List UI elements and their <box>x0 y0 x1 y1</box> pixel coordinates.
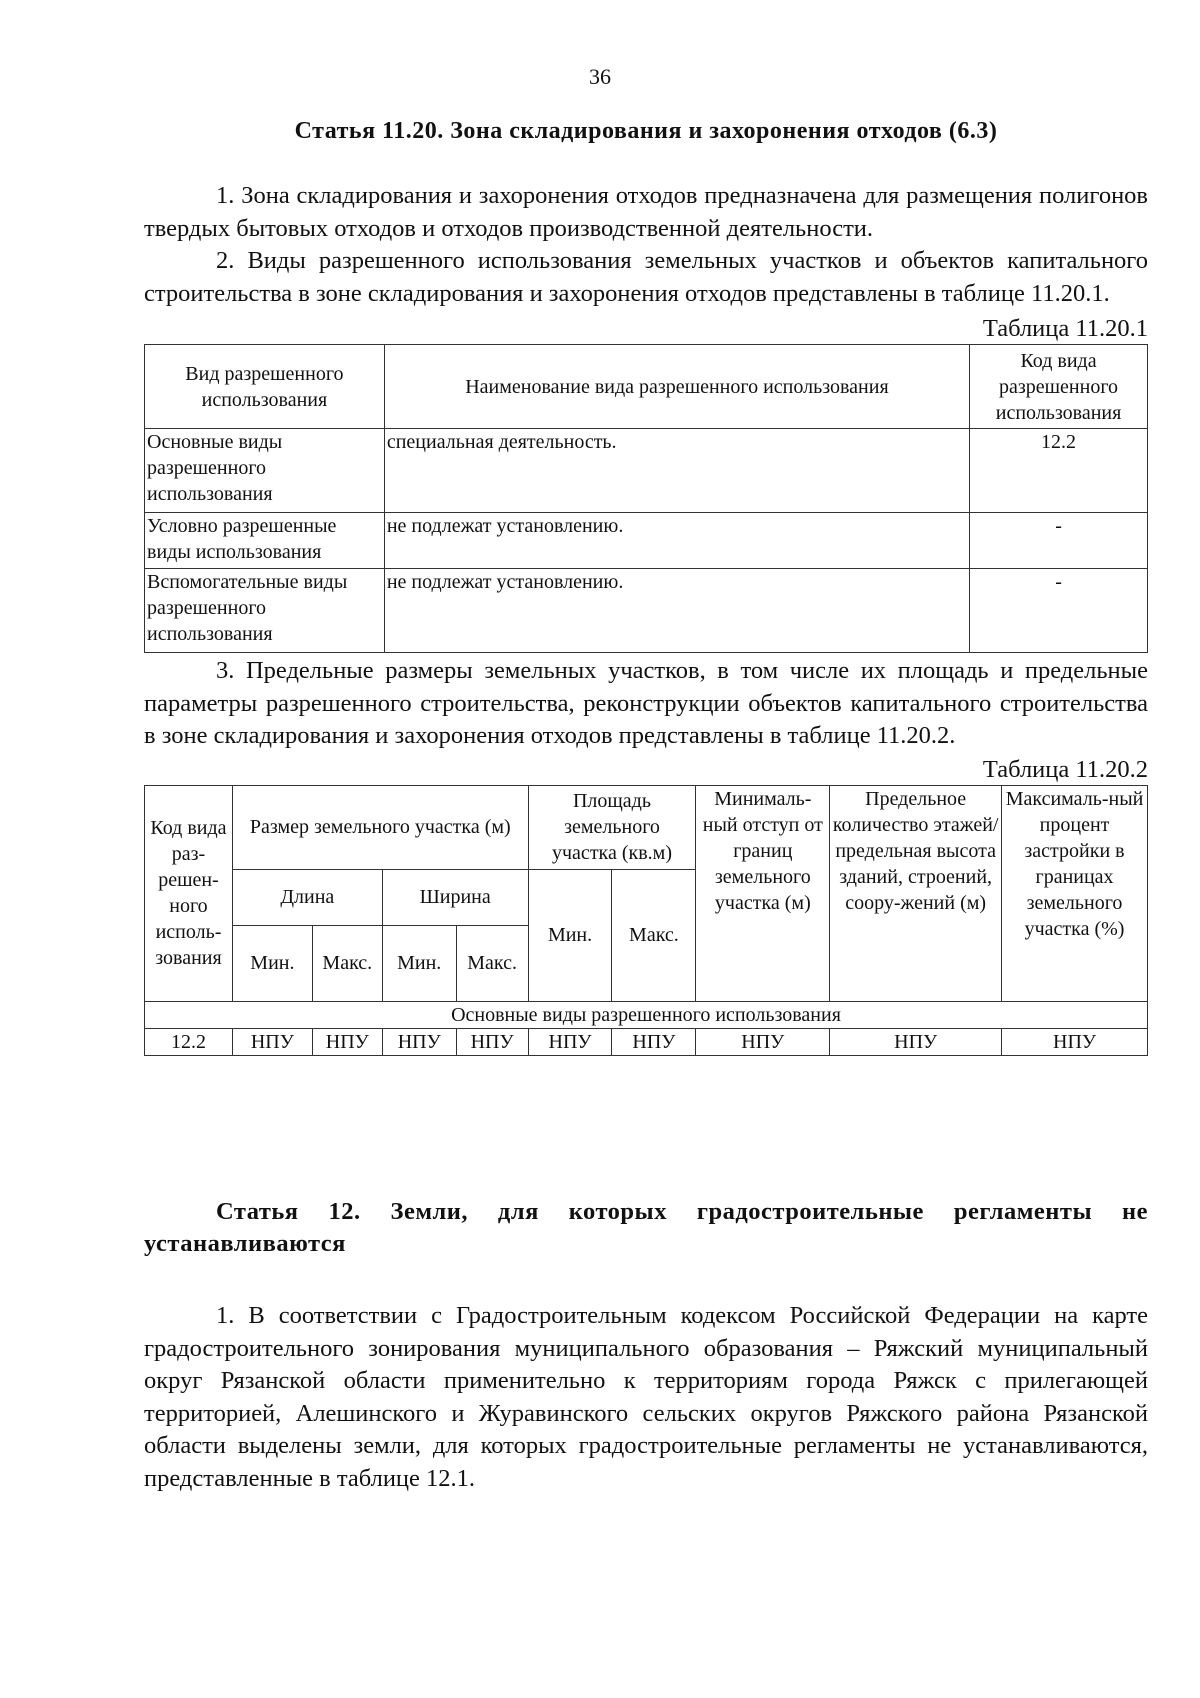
paragraph-2: 2. Виды разрешенного использования земельных участков и объектов капитального строительства в зоне складирования и захоронения отходов представлены в таблице 11.20.1. <box>144 247 1148 307</box>
table-row <box>145 1028 1148 1055</box>
article-12 <box>144 1196 1148 1495</box>
table1-cell-name: не подлежат установлению. <box>384 513 969 569</box>
paragraph-3: 3. Предельные размеры земельных участков, в том числе их площадь и предельные параметры разрешенного строительства, реконструкции объектов капитального строительства в зоне складирования и захоронения отходов представлены в таблице 11.20.2. <box>144 657 1148 749</box>
table2-header-floors: Предельное количество этажей/ предельная высота зданий, строений, соору-жений (м) <box>830 785 1002 1001</box>
table2-header-length-min: Мин. <box>232 925 312 1001</box>
page-number: 36 <box>589 64 611 89</box>
table-1-caption: Таблица 11.20.1 <box>982 315 1148 342</box>
table-11-20-2 <box>144 785 1148 1056</box>
table2-cell: НПУ <box>1002 1028 1148 1055</box>
table2-section-row: Основные виды разрешенного использования <box>145 1001 1148 1028</box>
table1-header-code: Код вида разрешенного использования <box>970 345 1148 429</box>
table1-cell-name: не подлежат установлению. <box>384 569 969 653</box>
table1-cell-code: - <box>970 569 1148 653</box>
table-row <box>145 513 1148 569</box>
table1-cell-code: - <box>970 513 1148 569</box>
article-12-paragraph-1: 1. В соответствии с Градостроительным кодексом Российской Федерации на карте градостроительного зонирования муниципального образования – Ряжский муниципальный округ Рязанской области применительно к территориям города Ряжск с прилегающей территорией, Алешинского и Журавинского сельских округов Ряжского района Рязанской области выделены земли, для которых градостроительные регламенты не устанавливаются, представленные в таблице 12.1. <box>144 1302 1148 1492</box>
table2-header-length-max: Макс. <box>312 925 382 1001</box>
table1-header-type: Вид разрешенного использования <box>145 345 385 429</box>
table2-cell: 12.2 <box>145 1028 233 1055</box>
article-11-20-heading-block <box>144 118 1148 145</box>
table2-cell: НПУ <box>232 1028 312 1055</box>
table2-header-area-max: Макс. <box>612 869 696 1001</box>
table2-header-area: Площадь земельного участка (кв.м) <box>528 785 696 869</box>
table2-header-code: Код вида раз-решен-ного исполь-зования <box>145 785 233 1001</box>
table1-cell-type: Основные виды разрешенного использования <box>145 429 385 513</box>
table2-cell: НПУ <box>312 1028 382 1055</box>
paragraph-1: 1. Зона складирования и захоронения отходов предназначена для размещения полигонов твердых бытовых отходов и отходов производственной деятельности. <box>144 182 1148 242</box>
table-row <box>145 569 1148 653</box>
table2-header-size: Размер земельного участка (м) <box>232 785 528 869</box>
table2-header-width: Ширина <box>382 869 528 925</box>
table1-cell-type: Условно разрешенные виды использования <box>145 513 385 569</box>
article-12-heading: Статья 12. Земли, для которых градостроительные регламенты не устанавливаются <box>144 1198 1148 1257</box>
table1-cell-name: специальная деятельность. <box>384 429 969 513</box>
table1-cell-code: 12.2 <box>970 429 1148 513</box>
table2-cell: НПУ <box>456 1028 528 1055</box>
table2-header-length: Длина <box>232 869 382 925</box>
table2-cell: НПУ <box>528 1028 612 1055</box>
table2-header-area-min: Мин. <box>528 869 612 1001</box>
article-heading: Статья 11.20. Зона складирования и захоронения отходов (6.3) <box>294 118 998 144</box>
table2-cell: НПУ <box>612 1028 696 1055</box>
table2-header-width-min: Мин. <box>382 925 456 1001</box>
table2-header-width-max: Макс. <box>456 925 528 1001</box>
table2-cell: НПУ <box>382 1028 456 1055</box>
table-row <box>145 429 1148 513</box>
table2-cell: НПУ <box>696 1028 830 1055</box>
table1-cell-type: Вспомогательные виды разрешенного использования <box>145 569 385 653</box>
table-11-20-1 <box>144 344 1148 653</box>
table2-cell: НПУ <box>830 1028 1002 1055</box>
table2-header-percent: Максималь-ный процент застройки в границах земельного участка (%) <box>1002 785 1148 1001</box>
table1-header-name: Наименование вида разрешенного использования <box>384 345 969 429</box>
table-2-caption: Таблица 11.20.2 <box>982 755 1148 783</box>
article-11-20-body <box>144 180 1148 1056</box>
table2-header-setback: Минималь-ный отступ от границ земельного участка (м) <box>696 785 830 1001</box>
